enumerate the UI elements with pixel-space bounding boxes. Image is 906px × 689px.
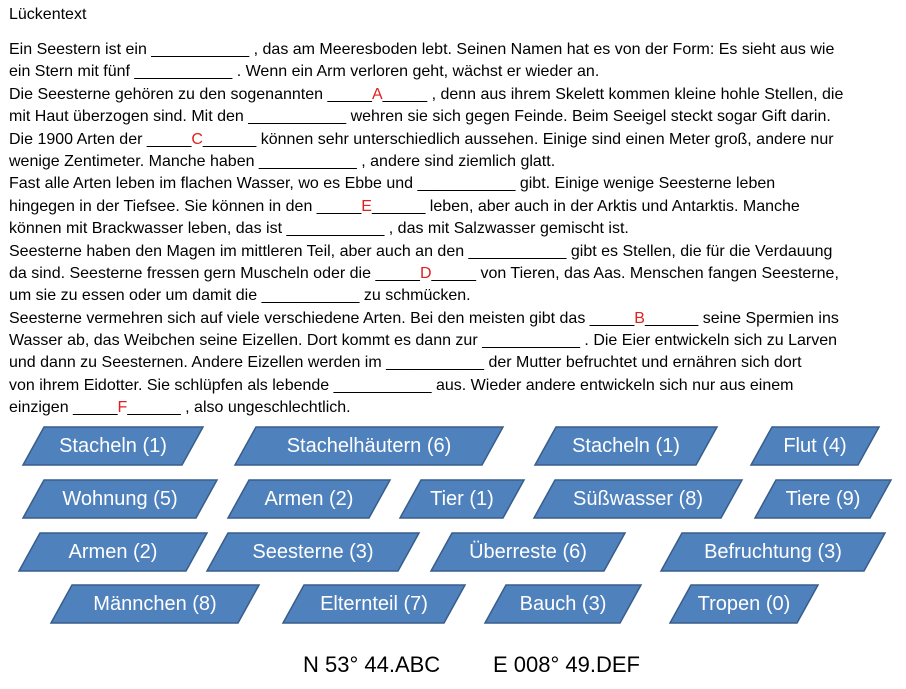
word-option[interactable] bbox=[22, 479, 218, 519]
blank-marker: F bbox=[117, 399, 128, 417]
text-line bbox=[9, 129, 897, 151]
blank-marker: A bbox=[371, 85, 383, 103]
word-option[interactable] bbox=[660, 532, 886, 572]
text-segment: hingegen in der Tiefsee. Sie können in den _____ bbox=[9, 197, 362, 215]
text-segment: ______ , also ungeschlechtlich. bbox=[127, 399, 351, 417]
text-segment: ______ seine Spermien ins bbox=[644, 309, 839, 327]
word-option[interactable] bbox=[669, 584, 819, 624]
text-segment: einzigen _____ bbox=[9, 399, 118, 417]
word-option-label: Seesterne (3) bbox=[252, 540, 374, 563]
word-option[interactable] bbox=[430, 532, 626, 572]
text-line bbox=[9, 106, 897, 128]
text-line bbox=[9, 375, 897, 397]
blank-marker: E bbox=[361, 197, 372, 215]
word-option[interactable] bbox=[206, 532, 420, 572]
blank-marker: D bbox=[419, 264, 432, 282]
word-option[interactable] bbox=[234, 426, 504, 466]
word-option-label: Tropen (0) bbox=[697, 592, 791, 615]
word-option[interactable] bbox=[534, 426, 718, 466]
text-segment: Seesterne vermehren sich auf viele verschiedene Arten. Bei den meisten gibt das _____ bbox=[9, 309, 635, 327]
word-option-label: Armen (2) bbox=[68, 540, 158, 563]
text-segment: ein Stern mit fünf ___________ . Wenn ein Arm verloren geht, wächst er wieder an. bbox=[9, 63, 600, 81]
text-line bbox=[9, 218, 897, 240]
text-line bbox=[9, 151, 897, 173]
word-option[interactable] bbox=[750, 426, 880, 466]
word-option[interactable] bbox=[399, 479, 525, 519]
text-segment: von ihrem Eidotter. Sie schlüpfen als lebende ___________ aus. Wieder andere entwickeln sich nur aus einem bbox=[9, 376, 794, 394]
coordinate-north: N 53° 44.ABC bbox=[303, 652, 441, 677]
text-segment: ______ leben, aber auch in der Arktis und Antarktis. Manche bbox=[371, 197, 800, 215]
word-option[interactable] bbox=[533, 479, 743, 519]
text-line bbox=[9, 263, 897, 285]
cloze-text bbox=[9, 39, 897, 420]
text-segment: Fast alle Arten leben im flachen Wasser, wo es Ebbe und ___________ gibt. Einige wenige Seesterne leben bbox=[9, 175, 776, 193]
blank-marker: B bbox=[634, 309, 645, 327]
word-option-label: Flut (4) bbox=[783, 434, 847, 457]
word-option-label: Stacheln (1) bbox=[572, 434, 680, 457]
text-line bbox=[9, 352, 897, 374]
word-option[interactable] bbox=[18, 532, 208, 572]
word-option-label: Armen (2) bbox=[264, 487, 354, 510]
text-segment: Seesterne haben den Magen im mittleren Teil, aber auch an den ___________ gibt es Stellen, die für die Verdauung bbox=[9, 242, 833, 260]
text-segment: und dann zu Seesternen. Andere Eizellen werden im ___________ der Mutter befruchtet und ernähren sich dort bbox=[9, 354, 802, 372]
text-segment: Ein Seestern ist ein ___________ , das am Meeresboden lebt. Seinen Namen hat es von der Form: Es sieht aus wie bbox=[9, 41, 835, 58]
word-option-label: Männchen (8) bbox=[93, 592, 217, 615]
text-line bbox=[9, 241, 897, 263]
text-segment: da sind. Seesterne fressen gern Muscheln oder die _____ bbox=[9, 264, 420, 282]
page-title: Lückentext bbox=[9, 6, 87, 23]
text-segment: ______ können sehr unterschiedlich aussehen. Einige sind einen Meter groß, andere nur bbox=[202, 130, 834, 148]
text-segment: Die 1900 Arten der _____ bbox=[9, 130, 192, 148]
word-option-label: Bauch (3) bbox=[519, 592, 607, 615]
word-option-label: Tiere (9) bbox=[785, 487, 861, 510]
word-option[interactable] bbox=[22, 426, 204, 466]
word-option-label: Stacheln (1) bbox=[59, 434, 167, 457]
text-line bbox=[9, 39, 897, 61]
text-line bbox=[9, 173, 897, 195]
coordinate-east: E 008° 49.DEF bbox=[493, 652, 640, 677]
word-option-label: Tier (1) bbox=[430, 487, 494, 510]
text-line bbox=[9, 397, 897, 419]
word-option-label: Elternteil (7) bbox=[320, 592, 428, 615]
text-segment: mit Haut überzogen sind. Mit den ___________ wehren sie sich gegen Feinde. Beim Seeigel steckt sogar Gift darin. bbox=[9, 108, 831, 126]
text-line bbox=[9, 330, 897, 352]
text-line bbox=[9, 61, 897, 83]
word-option[interactable] bbox=[50, 584, 260, 624]
text-line bbox=[9, 84, 897, 106]
text-segment: um sie zu essen oder um damit die ___________ zu schmücken. bbox=[9, 287, 471, 305]
text-line bbox=[9, 285, 897, 307]
text-segment: können mit Brackwasser leben, das ist ___________ , das mit Salzwasser gemischt ist. bbox=[9, 220, 629, 238]
text-segment: wenige Zentimeter. Manche haben ___________ , andere sind ziemlich glatt. bbox=[9, 152, 556, 170]
word-option-label: Süßwasser (8) bbox=[572, 487, 704, 510]
word-option[interactable] bbox=[484, 584, 642, 624]
text-segment: _____ von Tieren, das Aas. Menschen fangen Seesterne, bbox=[431, 264, 839, 282]
text-segment: Die Seesterne gehören zu den sogenannten _____ bbox=[9, 85, 372, 103]
word-option-label: Stachelhäutern (6) bbox=[286, 434, 452, 457]
word-option[interactable] bbox=[227, 479, 391, 519]
word-option[interactable] bbox=[282, 584, 466, 624]
text-line bbox=[9, 196, 897, 218]
word-option-label: Wohnung (5) bbox=[62, 487, 178, 510]
word-option-label: Überreste (6) bbox=[469, 540, 587, 563]
text-line bbox=[9, 308, 897, 330]
blank-marker: C bbox=[191, 130, 203, 148]
text-segment: _____ , denn aus ihrem Skelett kommen kleine hohle Stellen, die bbox=[382, 85, 844, 103]
word-option-label: Befruchtung (3) bbox=[704, 540, 842, 563]
text-segment: Wasser ab, das Weibchen seine Eizellen. Dort kommt es dann zur ___________ . Die Eier entwickeln sich zu Larven bbox=[9, 332, 837, 350]
word-option[interactable] bbox=[754, 479, 892, 519]
